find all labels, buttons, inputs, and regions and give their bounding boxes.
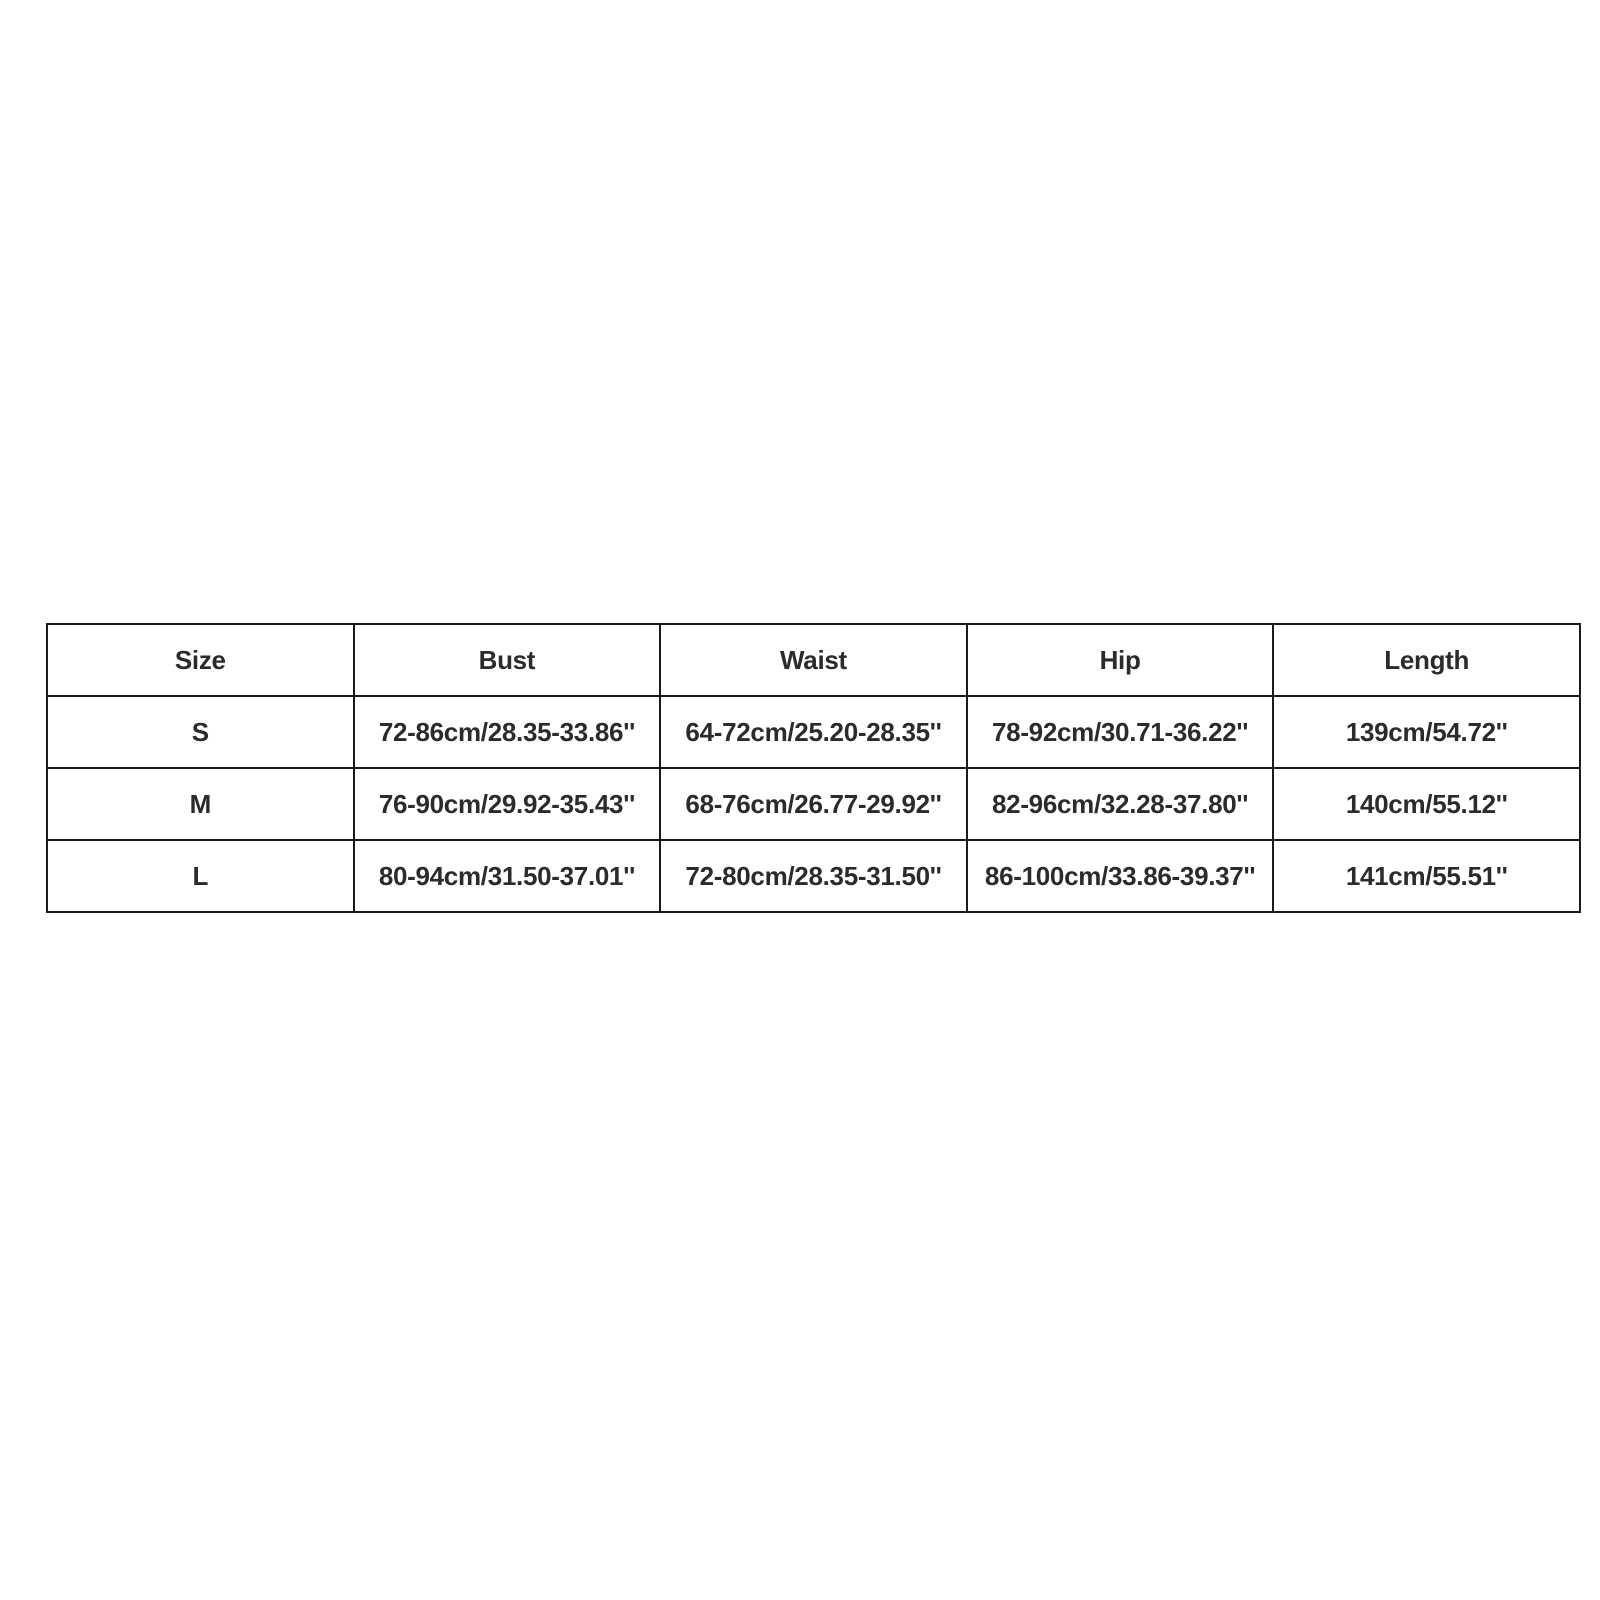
cell-length: 141cm/55.51'' — [1273, 840, 1580, 912]
header-waist: Waist — [660, 624, 967, 696]
size-chart-table — [46, 623, 1581, 913]
cell-size: S — [47, 696, 354, 768]
cell-hip: 82-96cm/32.28-37.80'' — [967, 768, 1274, 840]
cell-length: 140cm/55.12'' — [1273, 768, 1580, 840]
table-row — [47, 768, 1580, 840]
cell-bust: 76-90cm/29.92-35.43'' — [354, 768, 661, 840]
cell-size: M — [47, 768, 354, 840]
cell-waist: 72-80cm/28.35-31.50'' — [660, 840, 967, 912]
header-size: Size — [47, 624, 354, 696]
header-length: Length — [1273, 624, 1580, 696]
table-row — [47, 696, 1580, 768]
header-bust: Bust — [354, 624, 661, 696]
cell-length: 139cm/54.72'' — [1273, 696, 1580, 768]
cell-bust: 80-94cm/31.50-37.01'' — [354, 840, 661, 912]
table-header-row — [47, 624, 1580, 696]
cell-waist: 64-72cm/25.20-28.35'' — [660, 696, 967, 768]
cell-hip: 86-100cm/33.86-39.37'' — [967, 840, 1274, 912]
table-row — [47, 840, 1580, 912]
header-hip: Hip — [967, 624, 1274, 696]
cell-hip: 78-92cm/30.71-36.22'' — [967, 696, 1274, 768]
cell-bust: 72-86cm/28.35-33.86'' — [354, 696, 661, 768]
cell-waist: 68-76cm/26.77-29.92'' — [660, 768, 967, 840]
cell-size: L — [47, 840, 354, 912]
